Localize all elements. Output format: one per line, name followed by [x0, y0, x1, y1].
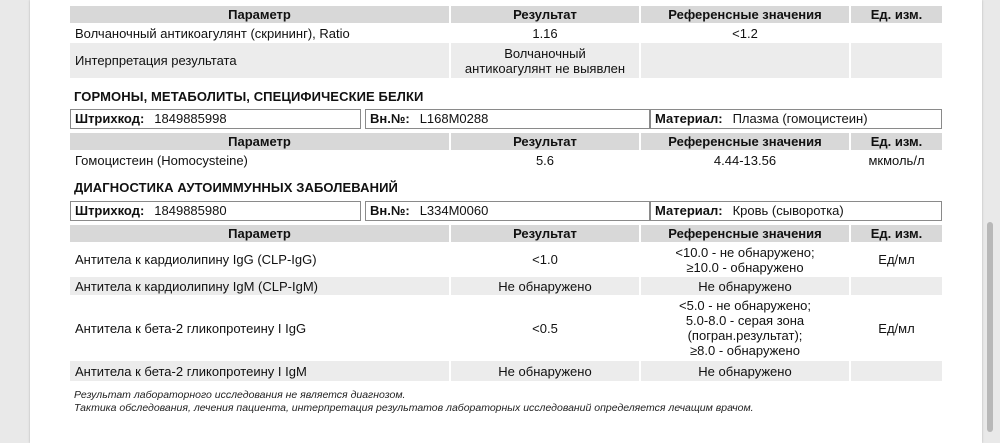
disclaimer-line: Тактика обследования, лечения пациента, интерпретация результатов лабораторных исследований определяется лечащим врачом. [74, 402, 754, 414]
header-param: Параметр [70, 225, 450, 242]
result-cell: <1.0 [450, 242, 640, 277]
header-result: Результат [450, 133, 640, 150]
reference-cell: 4.44-13.56 [640, 150, 850, 170]
header-reference: Референсные значения [640, 6, 850, 23]
param-cell: Интерпретация результата [70, 43, 450, 78]
reference-line: ≥10.0 - обнаружено [686, 259, 804, 275]
reference-cell: Не обнаружено [640, 277, 850, 295]
homocysteine-table [70, 133, 942, 170]
material-label: Материал: [655, 203, 723, 218]
header-param: Параметр [70, 6, 450, 23]
reference-cell [640, 43, 850, 78]
barcode-box [70, 201, 361, 221]
table-row [70, 277, 942, 295]
internal-number-value: L334M0060 [419, 203, 489, 218]
sample-info [70, 109, 942, 129]
unit-cell [850, 277, 942, 295]
table-row [70, 242, 942, 277]
table-header [70, 6, 942, 23]
result-cell: Не обнаружено [450, 277, 640, 295]
unit-cell [850, 23, 942, 43]
result-cell: 1.16 [450, 23, 640, 43]
barcode-label: Штрихкод: [75, 203, 145, 218]
result-line: Волчаночный [504, 45, 586, 61]
param-cell: Волчаночный антикоагулянт (скрининг), Ratio [75, 25, 350, 41]
material-box [650, 201, 942, 221]
table-header [70, 225, 942, 242]
barcode-value: 1849885980 [154, 203, 227, 218]
table-row [70, 23, 942, 43]
sample-info [70, 201, 942, 221]
result-cell: Не обнаружено [450, 361, 640, 381]
unit-cell [850, 43, 942, 78]
internal-number-label: Вн.№: [370, 203, 410, 218]
result-cell [450, 43, 640, 78]
reference-cell: <1.2 [640, 23, 850, 43]
table-header [70, 133, 942, 150]
table-row [70, 150, 942, 170]
internal-number-label: Вн.№: [370, 111, 410, 126]
autoimmune-table [70, 225, 942, 381]
reference-line: ≥8.0 - обнаружено [690, 343, 800, 358]
internal-number-box [365, 109, 650, 129]
header-result: Результат [450, 6, 640, 23]
param-cell: Антитела к бета-2 гликопротеину I IgG [75, 320, 307, 336]
reference-line: <10.0 - не обнаружено; [675, 244, 815, 260]
barcode-value: 1849885998 [154, 111, 227, 126]
reference-cell [640, 295, 850, 361]
param-cell: Антитела к бета-2 гликопротеину I IgM [70, 361, 450, 381]
internal-number-value: L168M0288 [419, 111, 489, 126]
barcode-label: Штрихкод: [75, 111, 145, 126]
section-title: ГОРМОНЫ, МЕТАБОЛИТЫ, СПЕЦИФИЧЕСКИЕ БЕЛКИ [74, 89, 424, 104]
unit-cell: Ед/мл [850, 242, 942, 277]
table-row [70, 295, 942, 361]
material-label: Материал: [655, 111, 723, 126]
param-cell: Гомоцистеин (Homocysteine) [75, 152, 248, 168]
param-cell: Антитела к кардиолипину IgM (CLP-IgM) [70, 277, 450, 295]
reference-line: (погран.результат); [687, 328, 803, 343]
header-reference: Референсные значения [640, 133, 850, 150]
reference-line: <5.0 - не обнаружено; [679, 298, 811, 313]
lupus-table [70, 6, 942, 78]
unit-cell: мкмоль/л [850, 150, 942, 170]
reference-line: 5.0-8.0 - серая зона [685, 313, 805, 328]
section-title: ДИАГНОСТИКА АУТОИММУННЫХ ЗАБОЛЕВАНИЙ [74, 180, 398, 195]
disclaimer-line: Результат лабораторного исследования не является диагнозом. [74, 389, 406, 401]
scrollbar[interactable] [987, 222, 993, 432]
barcode-box [70, 109, 361, 129]
unit-cell: Ед/мл [850, 295, 942, 361]
unit-cell [850, 361, 942, 381]
reference-cell [640, 242, 850, 277]
material-value: Плазма (гомоцистеин) [732, 111, 868, 126]
header-unit: Ед. изм. [850, 6, 942, 23]
header-unit: Ед. изм. [850, 225, 942, 242]
header-reference: Референсные значения [640, 225, 850, 242]
table-row [70, 43, 942, 78]
table-row [70, 361, 942, 381]
header-result: Результат [450, 225, 640, 242]
internal-number-box [365, 201, 650, 221]
header-unit: Ед. изм. [850, 133, 942, 150]
result-cell: <0.5 [450, 295, 640, 361]
result-cell: 5.6 [450, 150, 640, 170]
header-param: Параметр [70, 133, 450, 150]
result-line: антикоагулянт не выявлен [464, 60, 626, 76]
material-value: Кровь (сыворотка) [732, 203, 844, 218]
reference-cell: Не обнаружено [640, 361, 850, 381]
material-box [650, 109, 942, 129]
param-cell: Антитела к кардиолипину IgG (CLP-IgG) [75, 252, 317, 267]
